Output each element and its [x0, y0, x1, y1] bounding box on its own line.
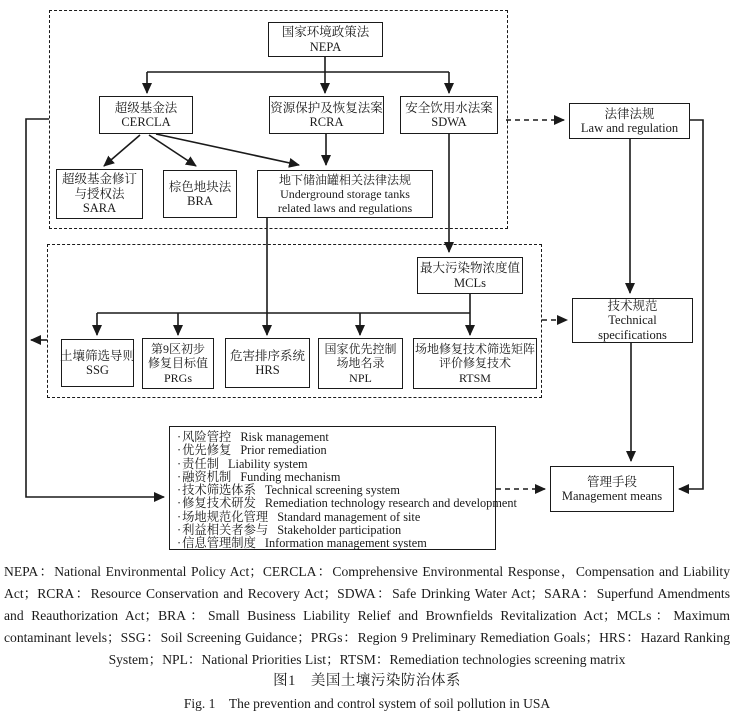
node-nepa-abbr: NEPA [309, 39, 342, 54]
measure-zh: 责任制 [182, 456, 220, 471]
node-rtsm-zh2: 评价修复技术 [438, 356, 511, 371]
measure-item [177, 444, 493, 457]
node-ssg-zh: 土壤筛选导则 [60, 348, 136, 363]
figure-caption-en: Fig. 1 The prevention and control system of soil pollution in USA [183, 696, 551, 711]
node-bra-zh: 棕色地块法 [168, 179, 232, 194]
node-rcra-abbr: RCRA [309, 115, 344, 129]
measure-en: Standard management of site [277, 509, 421, 524]
measure-en: Funding mechanism [240, 469, 341, 484]
measure-en: Risk management [240, 430, 329, 444]
node-management-means [550, 466, 674, 512]
dashed-connectors [496, 120, 567, 489]
node-law-and-regulation [569, 103, 690, 139]
node-mcls-abbr: MCLs [454, 275, 486, 290]
measure-item [177, 537, 493, 550]
measure-zh: 风险管控 [182, 430, 232, 444]
node-mgmt-zh: 管理手段 [586, 474, 637, 489]
measure-bullet: · [177, 496, 182, 511]
node-rcra-zh: 资源保护及恢复法案 [270, 100, 383, 115]
node-hrs-zh: 危害排序系统 [229, 348, 305, 363]
arrow-cercla-to-bra [149, 135, 196, 166]
node-sara-zh2: 与授权法 [74, 186, 125, 201]
node-sdwa [400, 96, 498, 134]
node-technical-specifications [572, 298, 693, 343]
node-mgmt-en: Management means [561, 489, 663, 503]
measure-bullet: · [177, 483, 182, 498]
measure-bullet: · [177, 536, 182, 551]
node-hrs-abbr: HRS [255, 363, 280, 377]
node-sdwa-abbr: SDWA [431, 115, 467, 129]
measure-bullet: · [177, 430, 182, 444]
node-law-en: Law and regulation [580, 121, 679, 135]
node-npl-abbr: NPL [349, 370, 372, 385]
node-sara-abbr: SARA [82, 201, 117, 216]
node-rtsm-zh1: 场地修复技术筛选矩阵 [414, 342, 535, 357]
abbreviation-footnote: NEPA：National Environmental Policy Act；CERCLA：Comprehensive Environmental Response，Compensation and Liability Act；RCRA：Resource Conservation and Recovery Act；SDWA：Safe Drinking Water Act；SARA：Superfund Amendments and Reauthorization Act；BRA：Small Business Liability Relief and Brownfields Revitalization Act；MCLs：Maximum contaminant levels；SSG：Soil Screening Guidance；PRGs：Region 9 Preliminary Remediation Goals；HRS：Hazard Ranking System；NPL：National Priorities List；RTSM：Remediation technologies screening matrix [4, 564, 730, 667]
node-sara-zh1: 超级基金修订 [61, 172, 137, 187]
measure-zh: 信息管理制度 [182, 536, 256, 551]
node-ust-en2: related laws and regulations [277, 201, 413, 216]
measure-bullet: · [177, 456, 182, 471]
node-bra-abbr: BRA [187, 194, 213, 208]
measure-item [177, 496, 517, 511]
node-nepa [268, 22, 383, 57]
measure-zh: 优先修复 [182, 443, 232, 458]
measure-en: Technical screening system [264, 483, 400, 498]
measure-bullet: · [177, 523, 182, 538]
node-npl-zh2: 场地名录 [336, 356, 385, 371]
node-sdwa-zh: 安全饮用水法案 [405, 100, 493, 115]
node-ssg [61, 339, 134, 387]
measure-en: Prior remediation [240, 443, 327, 458]
measure-bullet: · [177, 443, 182, 458]
measure-item [177, 458, 493, 471]
node-prgs-zh1: 第9区初步 [150, 342, 205, 357]
node-rtsm-abbr: RTSM [459, 370, 491, 385]
node-ust-en1: Underground storage tanks [280, 186, 410, 201]
node-rcra [269, 96, 384, 134]
node-cercla [99, 96, 193, 134]
measure-en: Remediation technology research and development [264, 496, 517, 511]
node-cercla-zh: 超级基金法 [114, 100, 178, 115]
node-tech-zh: 技术规范 [607, 298, 658, 313]
arrow-cercla-to-ust [156, 134, 299, 165]
nepa-branch-line [147, 57, 449, 72]
node-ssg-abbr: SSG [86, 363, 109, 377]
node-nepa-zh: 国家环境政策法 [281, 25, 370, 39]
node-prgs-zh2: 修复目标值 [147, 356, 208, 371]
node-tech-en2: specifications [598, 327, 667, 342]
measure-zh: 场地规范化管理 [182, 509, 269, 524]
node-prgs [142, 338, 214, 389]
measure-zh: 融资机制 [182, 469, 232, 484]
node-sara [56, 169, 143, 219]
measure-en: Stakeholder participation [277, 523, 402, 538]
node-hrs [225, 338, 310, 388]
node-mcls [417, 257, 523, 294]
node-rtsm [413, 338, 537, 389]
measure-zh: 修复技术研发 [182, 496, 256, 511]
node-npl-zh1: 国家优先控制 [324, 342, 397, 357]
node-prgs-abbr: PRGs [163, 370, 192, 385]
node-law-zh: 法律法规 [604, 106, 655, 121]
measure-bullet: · [177, 509, 182, 524]
node-bra [163, 170, 237, 218]
management-measures-box [169, 426, 517, 551]
node-npl [318, 338, 403, 389]
measure-en: Information management system [264, 536, 427, 551]
measure-zh: 技术筛选体系 [182, 483, 256, 498]
node-cercla-abbr: CERCLA [121, 115, 171, 129]
measure-en: Liability system [228, 456, 308, 471]
arrow-cercla-to-sara [104, 135, 140, 166]
node-tech-en1: Technical [608, 313, 657, 328]
figure-caption-zh: 图1 美国土壤污染防治体系 [273, 673, 461, 689]
measure-zh: 利益相关者参与 [182, 523, 269, 538]
node-ust [257, 170, 433, 218]
measure-bullet: · [177, 469, 182, 484]
node-mcls-zh: 最大污染物浓度值 [419, 261, 520, 275]
node-ust-zh: 地下储油罐相关法律法规 [278, 172, 411, 187]
